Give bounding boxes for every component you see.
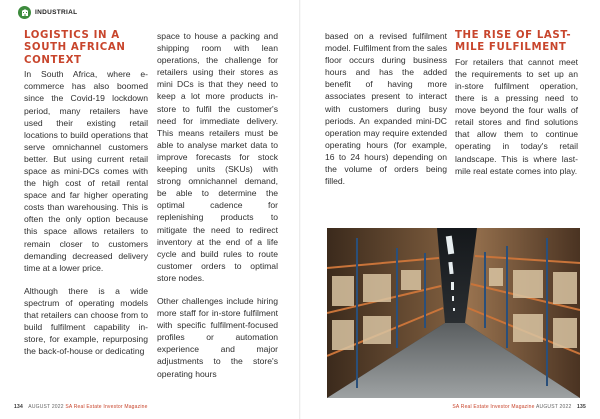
magazine-name: SA Real Estate Investor Magazine bbox=[65, 404, 148, 410]
column-1 bbox=[24, 30, 148, 368]
article-heading: LOGISTICS IN A SOUTH AFRICAN CONTEXT bbox=[24, 30, 126, 66]
subheading: THE RISE OF LAST-MILE FULFILMENT bbox=[455, 30, 572, 54]
section-label: INDUSTRIAL bbox=[35, 9, 78, 16]
building-icon bbox=[18, 6, 31, 19]
page-number: 135 bbox=[577, 404, 586, 410]
paragraph: space to house a packing and shipping room with lean operations, the challenge for retailers using their stores as mini DCs is that they need to keep a lot more products in-store to fulfil the customer's need for immediate delivery. This means retailers must be able to analyse market data to improve forecasts for stock keeping units (SKUs) with strong omnichannel demand, be able to determine the optimal cadence for replenishing products to mitigate the need to redirect inventory at the end of a life cycle and build rules to route customer orders to optimal store nodes. bbox=[157, 31, 278, 283]
paragraph: based on a revised fulfilment model. Fulfilment from the sales floor occurs during business hours and has the added benefit of having more associates present to interact with customers during busy periods. An expanded mini-DC operation may require extended operating hours (for example, 16 to 24 hours) depending on the volume of orders being filled. bbox=[325, 31, 447, 187]
issue-date: AUGUST 2022 bbox=[535, 404, 572, 410]
page-number: 134 bbox=[14, 404, 23, 410]
footer-right bbox=[452, 404, 590, 410]
warehouse-photo bbox=[327, 228, 580, 398]
column-2 bbox=[157, 30, 278, 391]
paragraph: Other challenges include hiring more staff for in-store fulfilment with specific fulfilment-focused profiles or automation experience and major adjustments to the store's operating hours bbox=[157, 295, 278, 379]
section-tag bbox=[18, 6, 77, 19]
paragraph: In South Africa, where e-commerce has also boomed since the Covid-19 lockdown period, many retailers have used their existing retail locations to build operations that serve omnichannel customers better. But using current retail space as mini-DCs comes with the high cost of retail rental space and far higher operating costs than warehousing. This is often the only option because this space allows retailers to remain closer to customers demanding decreased delivery time at a lower price. bbox=[24, 69, 148, 273]
issue-date: AUGUST 2022 bbox=[28, 404, 64, 410]
footer-left bbox=[10, 404, 148, 410]
page-gutter bbox=[299, 0, 301, 419]
magazine-name: SA Real Estate Investor Magazine bbox=[452, 404, 535, 410]
paragraph: For retailers that cannot meet the requirements to set up an in-store fulfilment operation, there is a pressing need to move beyond the four walls of retail stores and find solutions that allow them to continue operating in today's retail landscape. This is where last-mile real estate comes into play. bbox=[455, 56, 578, 176]
column-4 bbox=[455, 30, 578, 188]
column-3 bbox=[325, 30, 447, 198]
paragraph: Although there is a wide spectrum of operating models that retailers can choose from to build fulfilment capability in-store, for example, repurposing the back-of-house or dedicating bbox=[24, 285, 148, 357]
